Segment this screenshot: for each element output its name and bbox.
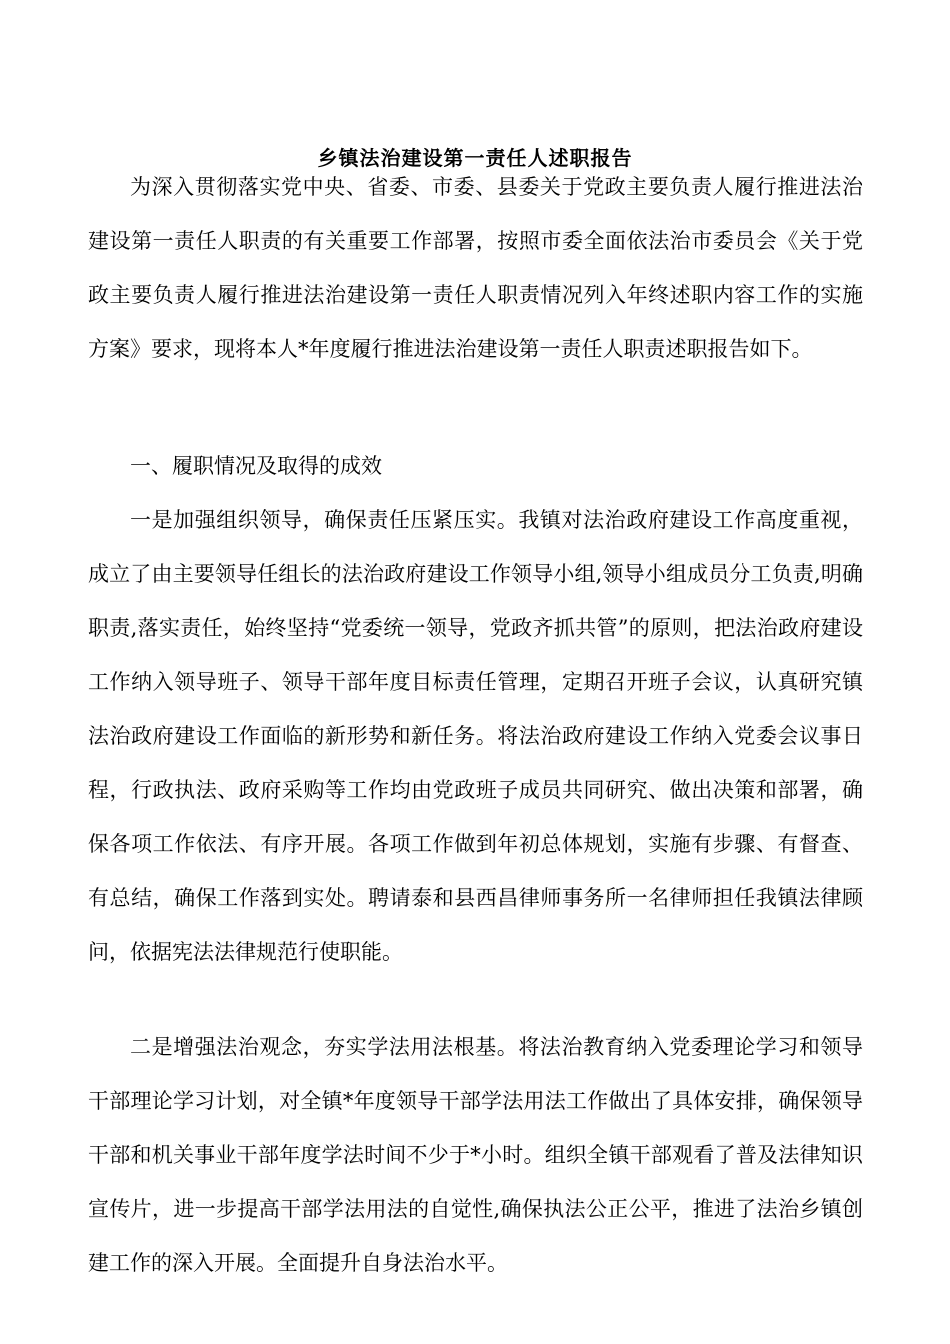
section-heading-1: 一、履职情况及取得的成效 bbox=[130, 454, 382, 478]
document-title: 乡镇法治建设第一责任人述职报告 bbox=[317, 146, 633, 170]
paragraph-organization-leadership: 一是加强组织领导，确保责任压紧压实。我镇对法治政府建设工作高度重视，成立了由主要领导任组长的法治政府建设工作领导小组,领导小组成员分工负责,明确职责,落实责任，始终坚持“党委统一领导，党政齐抓共管”的原则，把法治政府建设工作纳入领导班子、领导干部年度目标责任管理，定期召开班子会议，认真研究镇法治政府建设工作面临的新形势和新任务。将法治政府建设工作纳入党委会议事日程，行政执法、政府采购等工作均由党政班子成员共同研究、做出决策和部署，确保各项工作依法、有序开展。各项工作做到年初总体规划，实施有步骤、有督查、有总结，确保工作落到实处。聘请泰和县西昌律师事务所一名律师担任我镇法律顾问，依据宪法法律规范行使职能。 bbox=[88, 508, 863, 964]
paragraph-rule-of-law-awareness: 二是增强法治观念，夯实学法用法根基。将法治教育纳入党委理论学习和领导干部理论学习计划，对全镇*年度领导干部学法用法工作做出了具体安排，确保领导干部和机关事业干部年度学法时间不少于*小时。组织全镇干部观看了普及法律知识宣传片，进一步提高干部学法用法的自觉性,确保执法公正公平，推进了法治乡镇创建工作的深入开展。全面提升自身法治水平。 bbox=[88, 1035, 863, 1275]
intro-paragraph: 为深入贯彻落实党中央、省委、市委、县委关于党政主要负责人履行推进法治建设第一责任人职责的有关重要工作部署，按照市委全面依法治市委员会《关于党政主要负责人履行推进法治建设第一责任人职责情况列入年终述职内容工作的实施方案》要求，现将本人*年度履行推进法治建设第一责任人职责述职报告如下。 bbox=[88, 175, 863, 361]
